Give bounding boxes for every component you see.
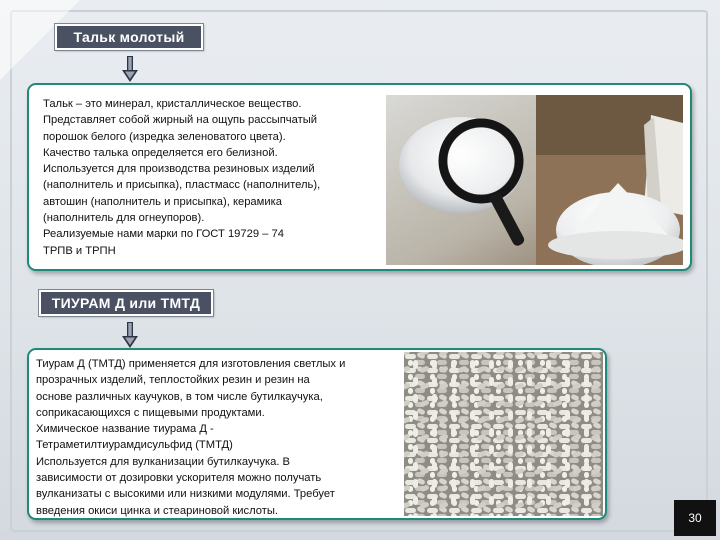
text-line: Используется для производства резиновых изделий bbox=[43, 163, 315, 176]
page-number: 30 bbox=[674, 500, 716, 536]
text-line: Реализуемые нами марки по ГОСТ 19729 – 74 bbox=[43, 228, 284, 241]
text-line: (наполнитель и присыпка), пластмасс (наполнитель), bbox=[43, 179, 321, 192]
down-arrow-icon bbox=[122, 322, 138, 348]
text-line: Тетраметилтиурамдисульфид (ТМТД) bbox=[36, 439, 233, 452]
text-line: ТРПВ и ТРПН bbox=[43, 244, 116, 257]
text-line: Качество талька определяется его белизной. bbox=[43, 146, 278, 159]
text-line: Химическое название тиурама Д - bbox=[36, 423, 214, 436]
text-line: Используется для вулканизации бутилкаучука. В bbox=[36, 455, 291, 468]
thiuram-granules-photo bbox=[404, 352, 603, 516]
text-line: Представляет собой жирный на ощупь рассыпчатый bbox=[43, 114, 317, 127]
text-line: автошин (наполнитель и присыпка), керамика bbox=[43, 195, 282, 208]
down-arrow-icon bbox=[122, 56, 138, 82]
text-line: прозрачных изделий, теплостойких резин и резин на bbox=[36, 374, 310, 387]
section-2-title: ТИУРАМ Д или ТМТД bbox=[39, 290, 213, 316]
text-line: Тиурам Д (ТМТД) применяется для изготовления светлых и bbox=[36, 358, 346, 370]
text-line: Тальк – это минерал, кристаллическое вещество. bbox=[43, 98, 302, 110]
section-1-title: Тальк молотый bbox=[55, 24, 203, 50]
text-line: (наполнитель для огнеупоров). bbox=[43, 212, 205, 225]
text-line: введения окиси цинка и стеариновой кислоты. bbox=[36, 504, 279, 517]
text-line: зависимости от дозировки ускорителя можно получать bbox=[36, 472, 322, 485]
text-line: основе различных каучуков, в том числе бутилкаучука, bbox=[36, 390, 323, 403]
talc-description bbox=[43, 96, 383, 259]
text-line: порошок белого (изредка зеленоватого цвета). bbox=[43, 130, 286, 143]
thiuram-description bbox=[36, 356, 406, 519]
text-line: соприкасающихся с пищевыми продуктами. bbox=[36, 406, 265, 419]
text-line: вулканизаты с высокими или низкими модулями. Требует bbox=[36, 488, 335, 501]
talc-powder-photo bbox=[386, 95, 683, 265]
